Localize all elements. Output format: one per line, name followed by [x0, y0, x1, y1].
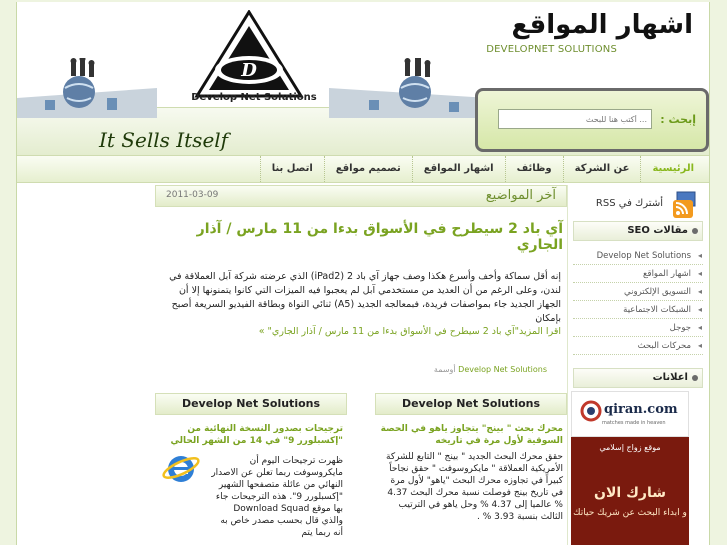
main-nav: [17, 155, 710, 183]
main-content: [155, 185, 567, 545]
ad-header: [571, 391, 689, 437]
rss-subscribe[interactable]: [575, 190, 699, 220]
list-item[interactable]: ▸ الشبكات الاجتماعية: [573, 301, 703, 319]
latest-posts-header: [155, 185, 567, 207]
page: [16, 2, 710, 545]
post-tags-label: أوسمة: [433, 365, 456, 374]
post-meta: [434, 365, 547, 374]
nav-item-about[interactable]: عن الشركة: [563, 156, 641, 182]
nav-item-jobs[interactable]: وظائف: [505, 156, 563, 182]
nav-item-seo[interactable]: اشهار المواقع: [412, 156, 505, 182]
post-body: إنه أقل سماكة وأخف وأسرع هكذا وصف جهاز آي باد 2 (iPad2) الذي عرضته شركة آبل العملاقة في لندن، وعلى الرغم من أن العديد من مستخدمي آبل لم يعجبوا فيه الميزات التي كانوا يتمنونها إلا أن الجهاز الجديد جاء بمواصفات فريدة، فبمعالجه الجديد (A5) ثنائي النواة وبطاقة الفيديو السريعة أصبح بإمكان: [169, 271, 561, 324]
ad-brand: qiran.com: [604, 402, 678, 417]
search-input[interactable]: [498, 109, 652, 129]
heart-ring-icon: [580, 400, 602, 422]
column-post-title[interactable]: ترجيحات بصدور النسخة النهائية من "إكسبلورر 9" في 14 من الشهر الحالي: [170, 424, 343, 446]
globe-people-right-icon: [329, 58, 489, 118]
latest-posts-title: آخر المواضيع: [485, 188, 556, 203]
seo-articles-list: [573, 247, 703, 355]
column-heading[interactable]: Develop Net Solutions: [375, 393, 567, 415]
rss-icon[interactable]: [671, 190, 699, 220]
ad-brand-tagline: matches made in heaven: [602, 420, 666, 426]
column-post-text: ظهرت ترجيحات اليوم أن مايكروسوفت ربما تعلن عن الاصدار النهائي من عائلة متصفحها الشهير "إكسبلورر 9". هذه الترجيحات جاء بها موقع Download Squad والذي قال بحسب مصدر خاص به أنه ربما يتم: [211, 456, 343, 538]
nav-item-web-design[interactable]: تصميم مواقع: [324, 156, 412, 182]
internet-explorer-icon: [159, 451, 203, 489]
rss-label[interactable]: أشترك في RSS: [595, 198, 663, 209]
post-title[interactable]: آي باد 2 سيطرح في الأسواق بدءا من 11 مارس / آذار الجاري: [196, 221, 563, 253]
list-item[interactable]: ▸ Develop Net Solutions: [573, 247, 703, 265]
list-item[interactable]: ▸ اشهار المواقع: [573, 265, 703, 283]
list-item[interactable]: ▸ محركات البحث: [573, 337, 703, 355]
ad-banner[interactable]: [571, 391, 689, 545]
column-post-title[interactable]: محرك بحث " بينج" يتجاوز ياهو في الحصة السوقية لأول مرة في تاريخه: [380, 424, 563, 446]
site-title[interactable]: اشهار المواقع: [511, 10, 693, 40]
search-box: [475, 88, 709, 152]
list-item[interactable]: ▸ التسويق الإلكتروني: [573, 283, 703, 301]
logo-icon: [189, 10, 309, 102]
seo-articles-heading: مقالات SEO: [573, 221, 703, 241]
ads-heading: اعلانات: [573, 368, 703, 388]
header: [17, 2, 710, 155]
column-post-text: حقق محرك البحث الجديد " بينج " التابع للشركة الأمريكية العملاقة " مايكروسوفت " حقق نجاحاً كبيراً في تجاوزه محرك البحث "ياهو" لأول مرة في تاريخ بينج فوصلت نسبة محرك البحث 4.37 % عالميا إلى 4.37 % وحل ياهو في الترتيب الثالث بنسبة 3.93 % .: [386, 452, 563, 522]
category-column: [375, 393, 567, 545]
post-date: 2011-03-09: [166, 190, 219, 200]
read-more-link[interactable]: اقرا المزيد"آي باد 2 سيطرح في الأسواق بدءا من 11 مارس / آذار الجاري" »: [258, 326, 561, 337]
nav-item-home[interactable]: الرئيسية: [640, 156, 705, 182]
ad-cta-sub: و ابداء البحث عن شريك حياتك: [573, 508, 687, 518]
ad-cta[interactable]: شارك الان: [594, 485, 666, 501]
site-subtitle: DEVELOPNET SOLUTIONS: [486, 44, 617, 55]
nav-item-contact[interactable]: اتصل بنا: [260, 156, 324, 182]
category-column: [155, 393, 347, 545]
list-item[interactable]: ▸ جوجل: [573, 319, 703, 337]
sidebar: [567, 185, 709, 545]
logo-text: Develop Net Solutions: [191, 92, 317, 103]
post-category[interactable]: Develop Net Solutions: [458, 365, 547, 374]
column-heading[interactable]: Develop Net Solutions: [155, 393, 347, 415]
svg-text:D: D: [241, 60, 257, 81]
search-label: إبحث :: [660, 113, 696, 126]
slogan: It Sells Itself: [99, 128, 229, 152]
ad-title: موقع زواج إسلامي: [599, 443, 661, 452]
globe-people-left-icon: [17, 58, 157, 118]
